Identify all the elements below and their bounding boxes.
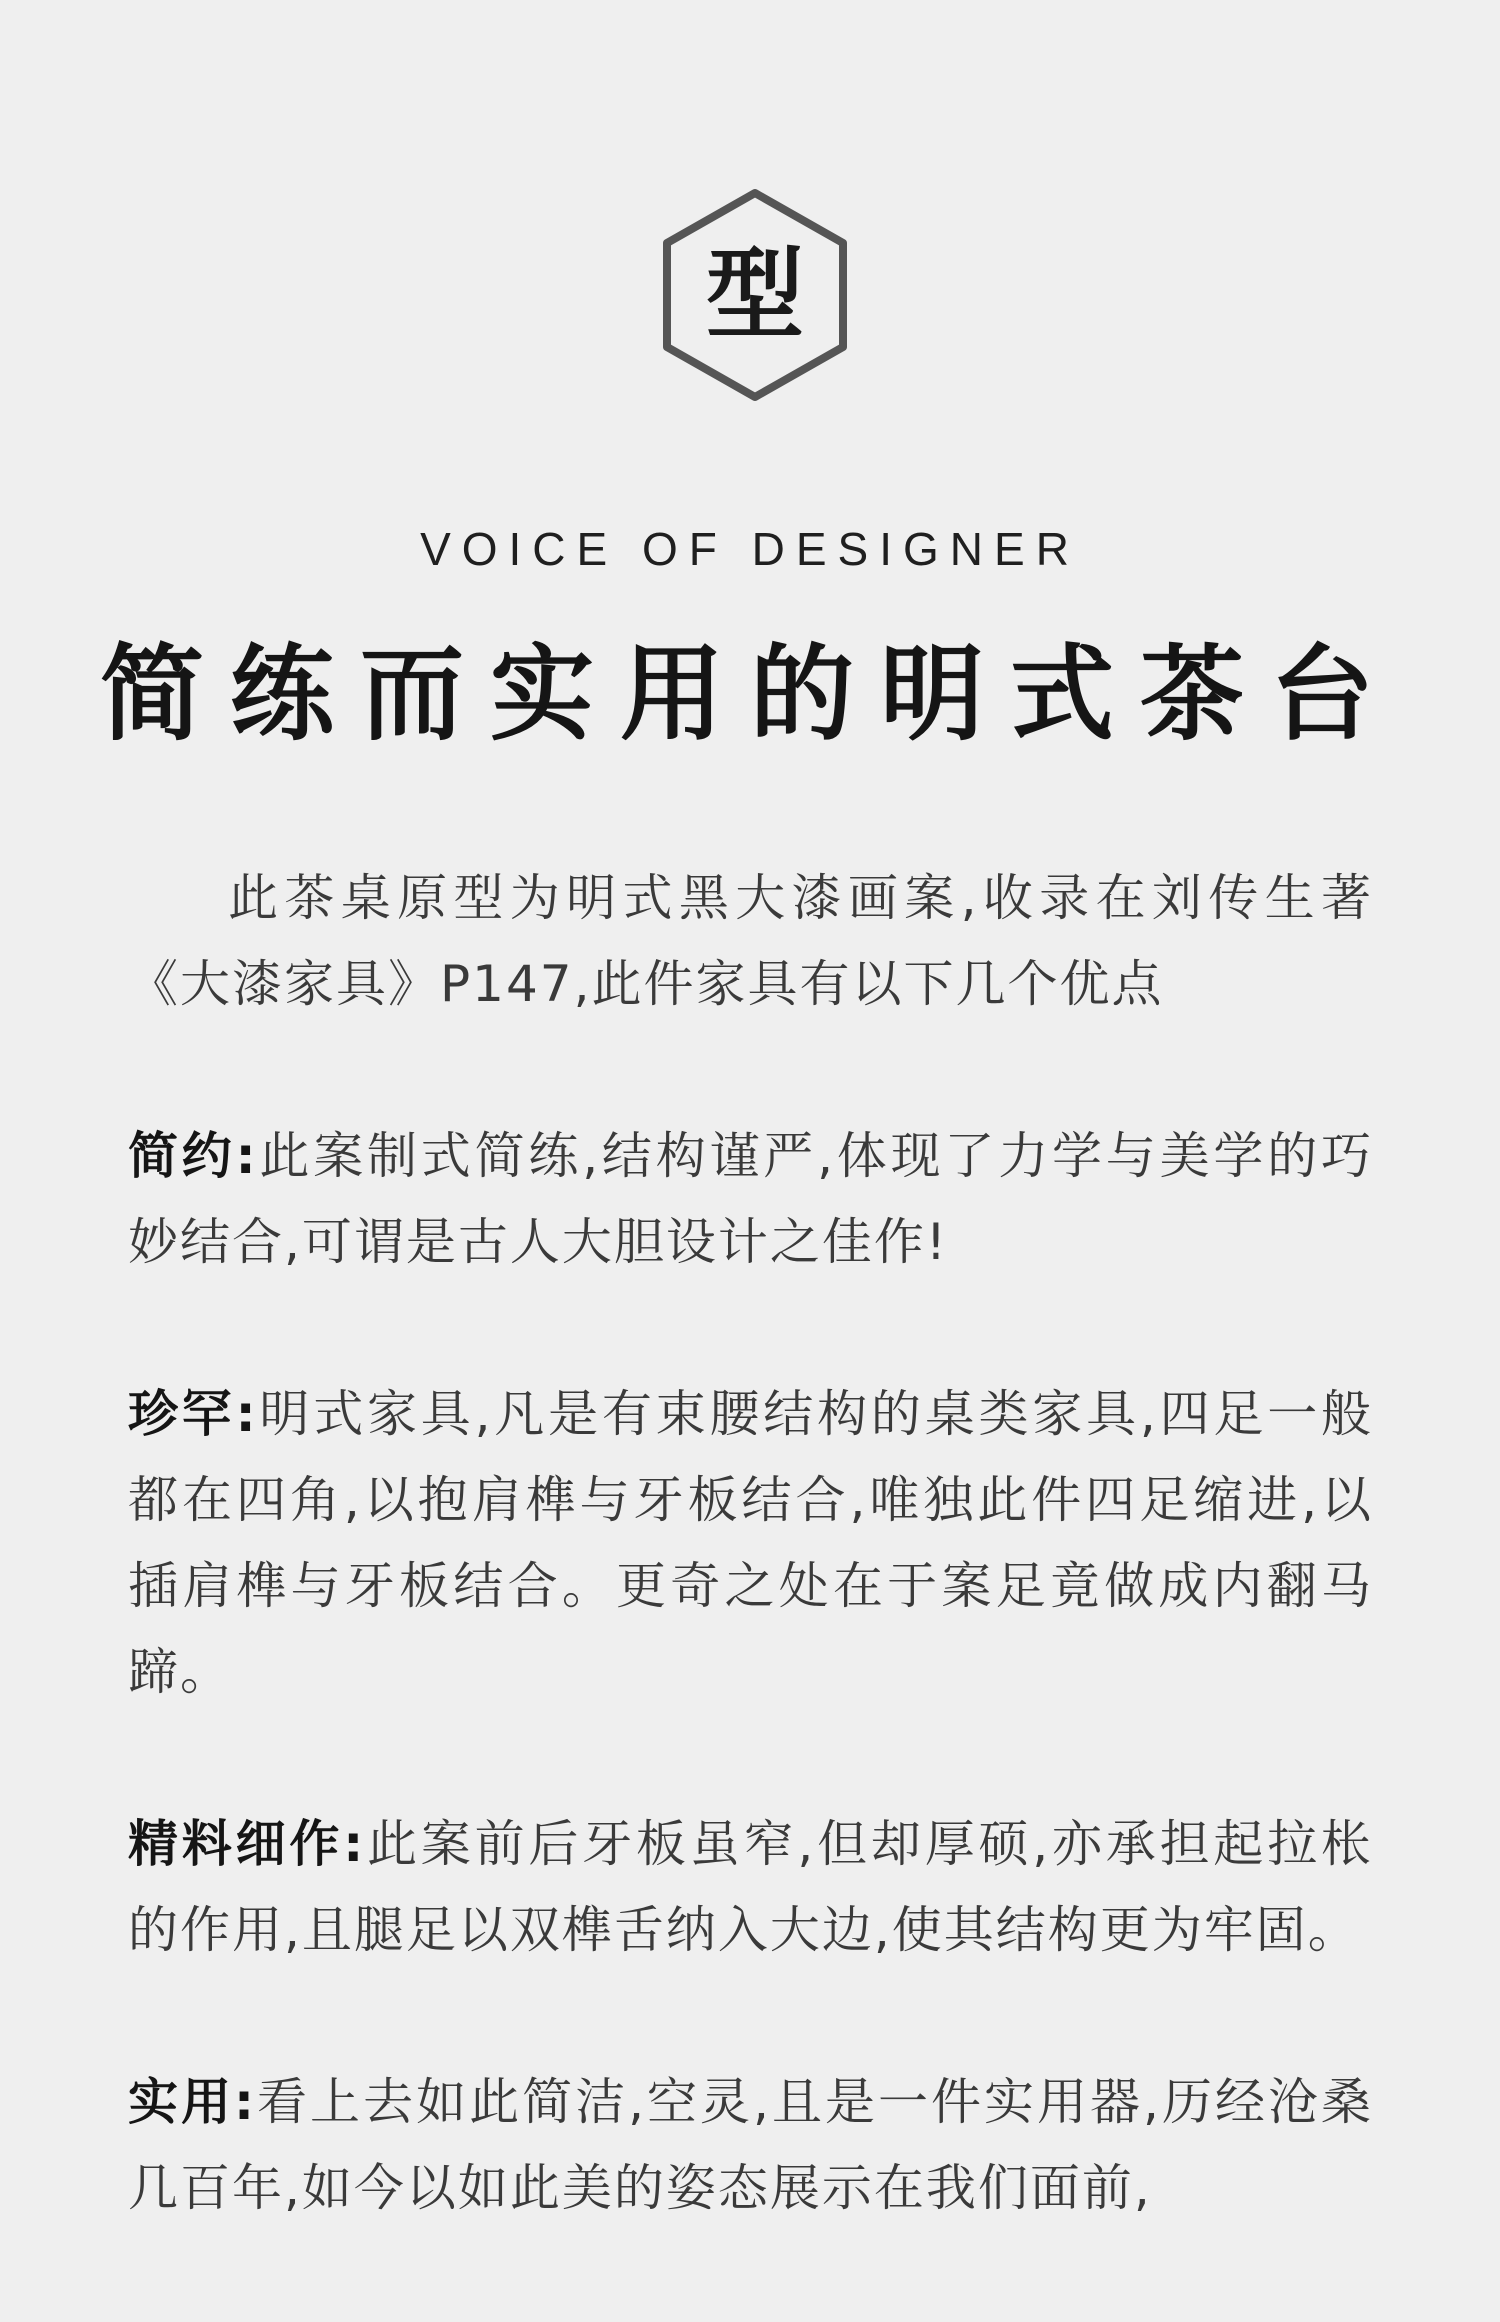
- intro-text: 此茶桌原型为明式黑大漆画案,收录在刘传生著《大漆家具》P147,此件家具有以下几个优点: [128, 869, 1373, 1013]
- point-label: 实用:: [128, 2073, 257, 2131]
- badge-character: 型: [705, 238, 804, 352]
- page-title: 简练而实用的明式茶台: [99, 633, 1400, 755]
- point-text: 明式家具,凡是有束腰结构的桌类家具,四足一般都在四角,以抱肩榫与牙板结合,唯独此件四足缩进,以插肩榫与牙板结合。更奇之处在于案足竟做成内翻马蹄。: [128, 1385, 1373, 1701]
- point-label: 珍罕:: [128, 1385, 258, 1443]
- point-label: 简约:: [128, 1127, 258, 1185]
- section-eyebrow: VOICE OF DESIGNER: [420, 523, 1080, 575]
- intro-paragraph: [128, 855, 1373, 1027]
- point-paragraph-craftsmanship: [128, 1801, 1373, 1973]
- article-body: [128, 855, 1373, 2317]
- hexagon-badge: [655, 185, 855, 405]
- point-text: 此案前后牙板虽窄,但却厚硕,亦承担起拉枨的作用,且腿足以双榫舌纳入大边,使其结构更为牢固。: [128, 1815, 1373, 1959]
- point-paragraph-rarity: [128, 1371, 1373, 1715]
- point-paragraph-practicality: [128, 2059, 1373, 2231]
- point-label: 精料细作:: [128, 1815, 366, 1873]
- point-text: 此案制式简练,结构谨严,体现了力学与美学的巧妙结合,可谓是古人大胆设计之佳作!: [128, 1127, 1373, 1271]
- point-text: 看上去如此简洁,空灵,且是一件实用器,历经沧桑几百年,如今以如此美的姿态展示在我们面前,: [128, 2073, 1373, 2217]
- point-paragraph-simplicity: [128, 1113, 1373, 1285]
